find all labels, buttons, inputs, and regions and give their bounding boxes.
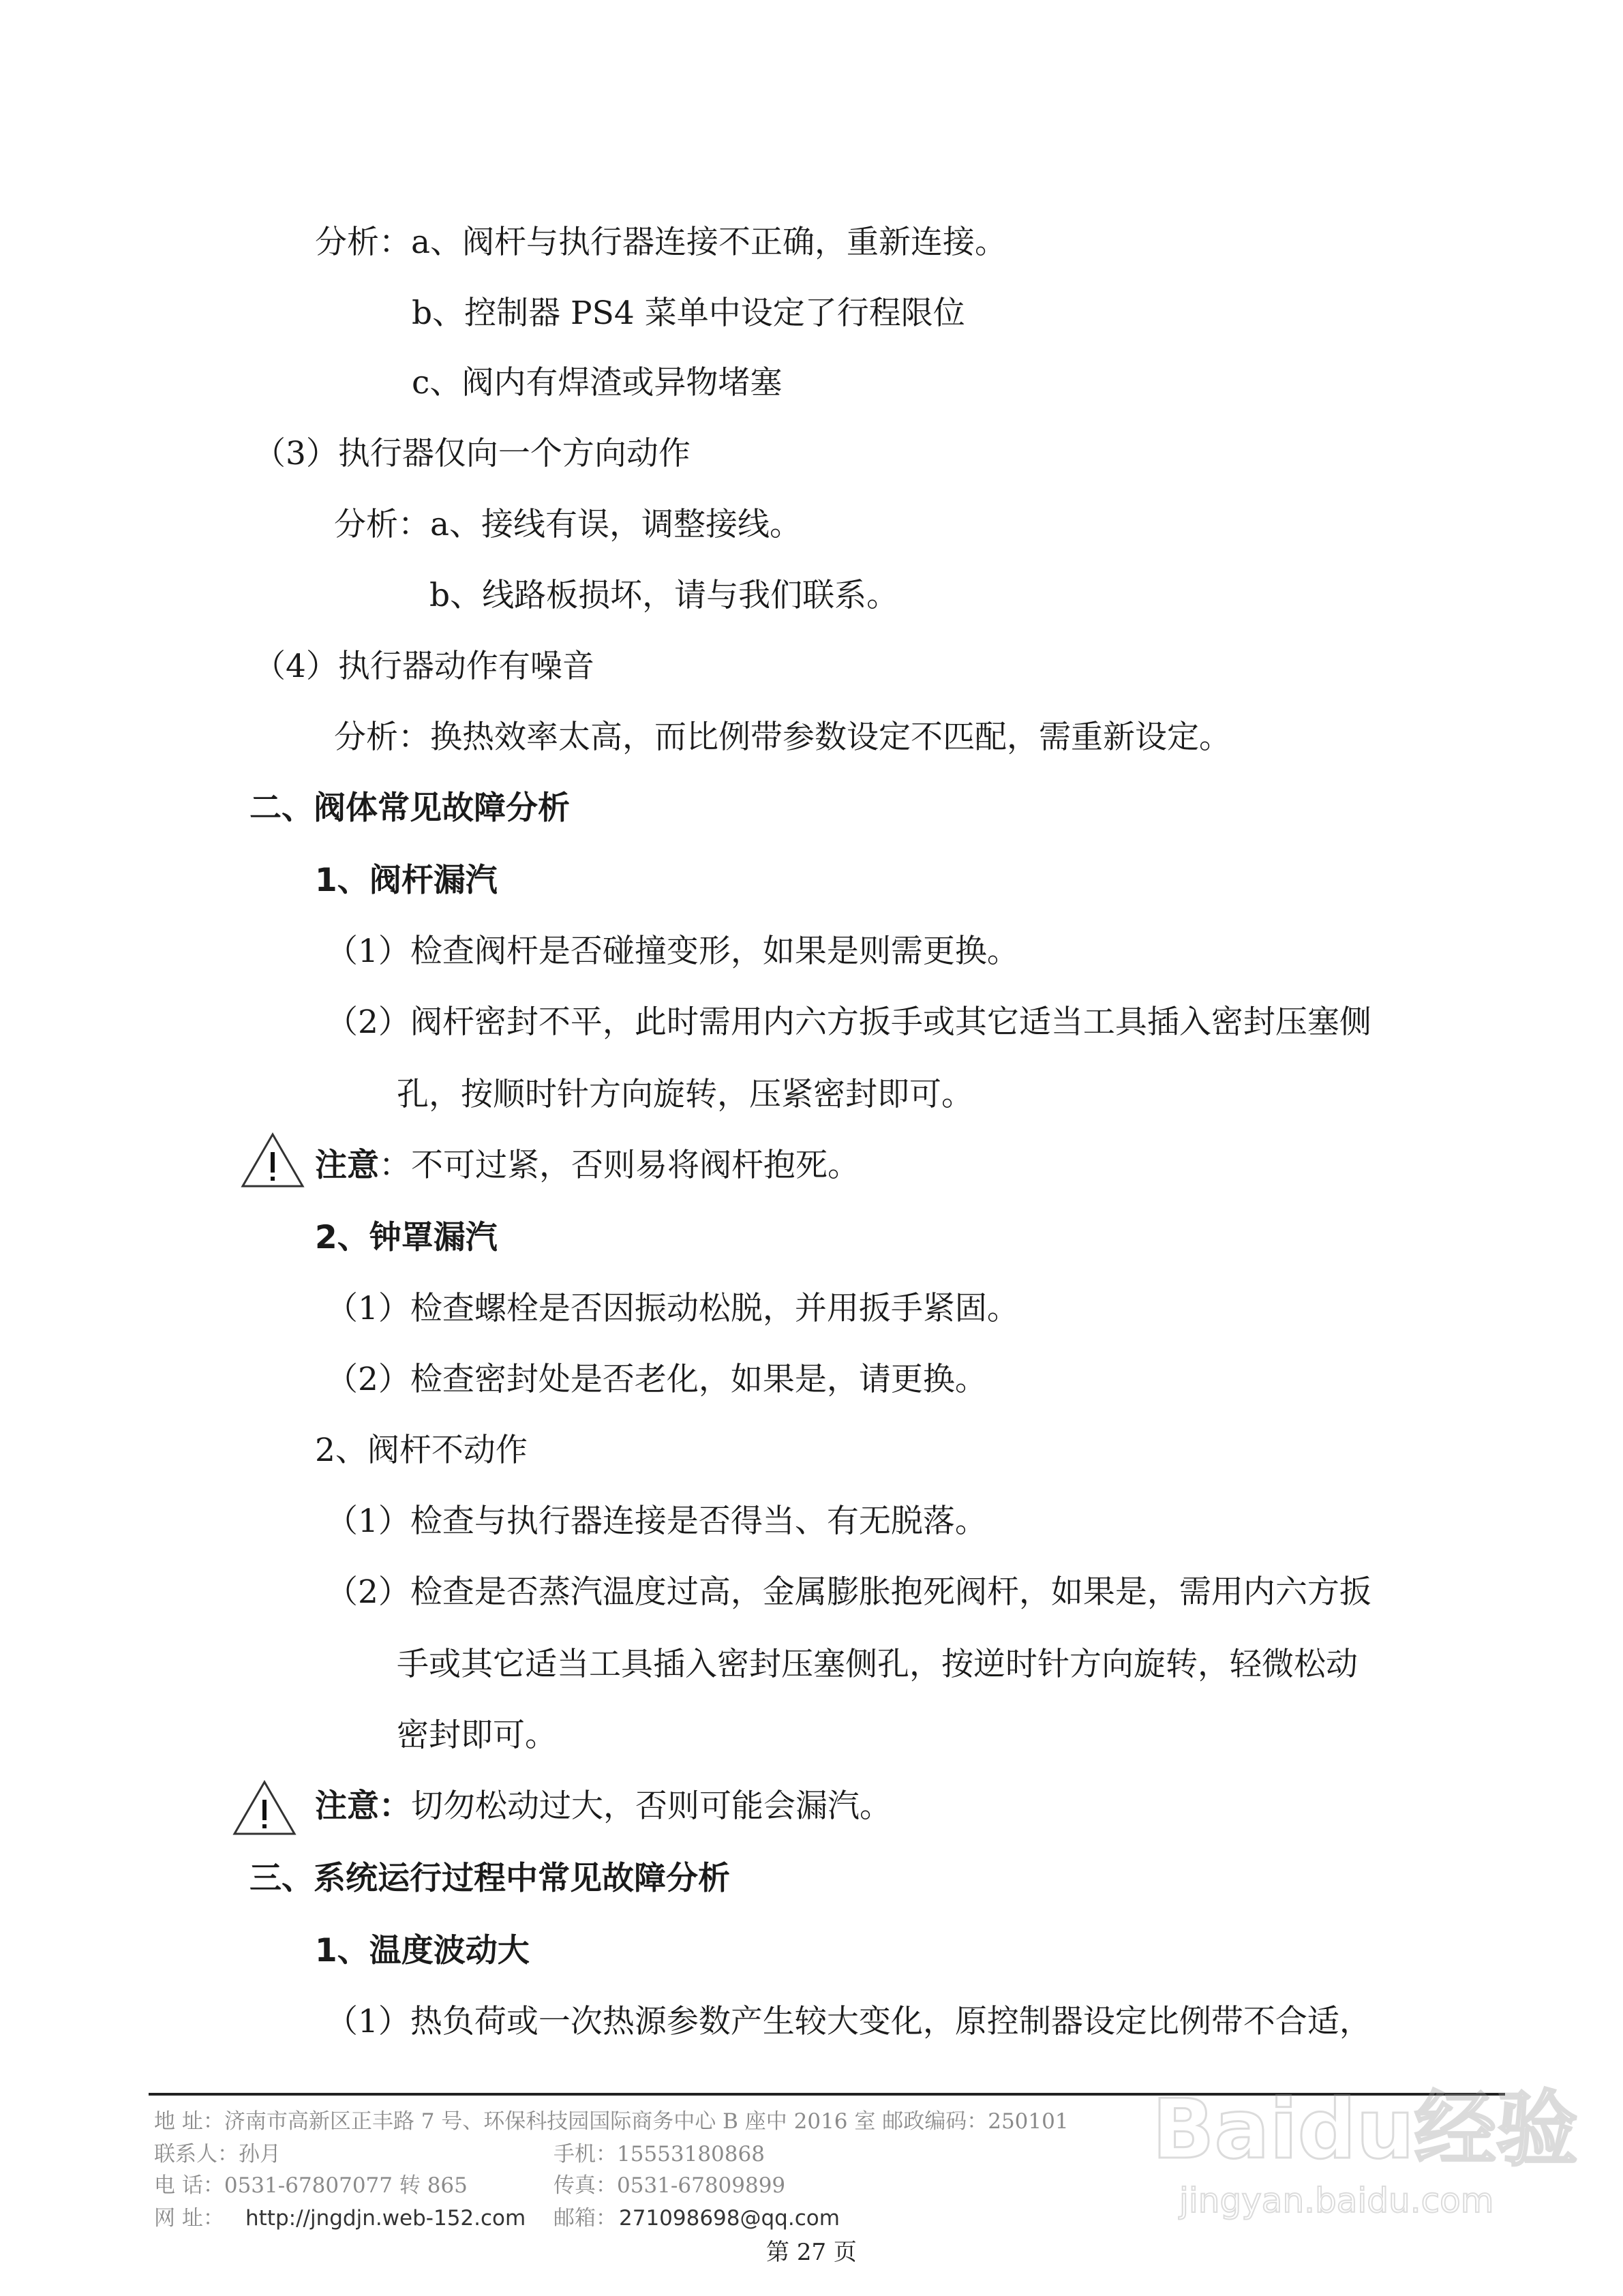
note-text: 切勿松动过大，否则可能会漏汽。	[411, 1787, 892, 1825]
subsection-heading: 1、温度波动大	[315, 1932, 530, 1969]
list-item: （2）检查密封处是否老化，如果是，请更换。	[326, 1361, 987, 1398]
note-line	[315, 1786, 892, 1827]
list-item: （1）检查螺栓是否因振动松脱，并用扳手紧固。	[326, 1290, 1019, 1327]
list-item-continuation: 手或其它适当工具插入密封压塞侧孔，按逆时针方向旋转，轻微松动	[397, 1646, 1358, 1683]
list-item: （1）检查阀杆是否碰撞变形，如果是则需更换。	[326, 933, 1019, 970]
warning-triangle-icon	[232, 1779, 297, 1837]
page-number: 第 27 页	[766, 2239, 857, 2266]
list-item-continuation: 孔，按顺时针方向旋转，压紧密封即可。	[397, 1076, 973, 1113]
analysis-line: 分析：a、接线有误，调整接线。	[334, 506, 802, 543]
note-label: 注意	[315, 1147, 379, 1184]
note-text: ：不可过紧，否则易将阀杆抱死。	[379, 1147, 860, 1184]
note-line	[315, 1145, 860, 1186]
subsection-heading: 2、钟罩漏汽	[315, 1219, 498, 1256]
analysis-line: b、控制器 PS4 菜单中设定了行程限位	[412, 294, 965, 332]
footer-address: 地 址：济南市高新区正丰路 7 号、环保科技园国际商务中心 B 座中 2016 室 邮政编码：250101	[154, 2109, 1069, 2134]
footer-mobile: 手机：15553180868	[553, 2142, 765, 2166]
analysis-line: 分析：换热效率太高，而比例带参数设定不匹配，需重新设定。	[334, 719, 1231, 756]
subsection-heading-plain: 2、阀杆不动作	[315, 1432, 528, 1469]
footer-email-label: 邮箱：	[553, 2206, 617, 2231]
footer-email-link[interactable]: 271098698@qq.com	[619, 2206, 840, 2231]
analysis-line: 分析：a、阀杆与执行器连接不正确，重新连接。	[315, 224, 1007, 261]
footer-fax: 传真：0531-67809899	[553, 2173, 786, 2198]
footer-website-label: 网 址：	[154, 2206, 224, 2231]
warning-triangle-icon	[240, 1132, 305, 1189]
analysis-line: b、线路板损坏，请与我们联系。	[429, 577, 899, 614]
subsection-heading: 1、阀杆漏汽	[315, 862, 498, 899]
baidu-jingyan-watermark	[1152, 2083, 1588, 2222]
item-heading: （3）执行器仅向一个方向动作	[254, 435, 691, 472]
watermark-brand: Baidu经验	[1152, 2083, 1578, 2177]
note-label: 注意：	[315, 1787, 411, 1825]
list-item-continuation: 密封即可。	[397, 1717, 557, 1754]
section-heading: 二、阀体常见故障分析	[249, 789, 570, 827]
list-item: （2）检查是否蒸汽温度过高，金属膨胀抱死阀杆，如果是，需用内六方扳	[326, 1573, 1371, 1611]
list-item: （1）检查与执行器连接是否得当、有无脱落。	[326, 1502, 987, 1540]
footer-phone: 电 话：0531-67807077 转 865	[154, 2173, 468, 2198]
list-item: （1）热负荷或一次热源参数产生较大变化，原控制器设定比例带不合适，	[326, 2003, 1371, 2040]
footer-website-link[interactable]: http://jngdjn.web-152.com	[245, 2206, 526, 2231]
section-heading: 三、系统运行过程中常见故障分析	[249, 1860, 730, 1897]
list-item: （2）阀杆密封不平，此时需用内六方扳手或其它适当工具插入密封压塞侧	[326, 1003, 1371, 1041]
analysis-line: c、阀内有焊渣或异物堵塞	[412, 364, 783, 402]
item-heading: （4）执行器动作有噪音	[254, 648, 594, 685]
footer-contact: 联系人：孙月	[154, 2142, 281, 2166]
watermark-url: jingyan.baidu.com	[1179, 2181, 1494, 2220]
